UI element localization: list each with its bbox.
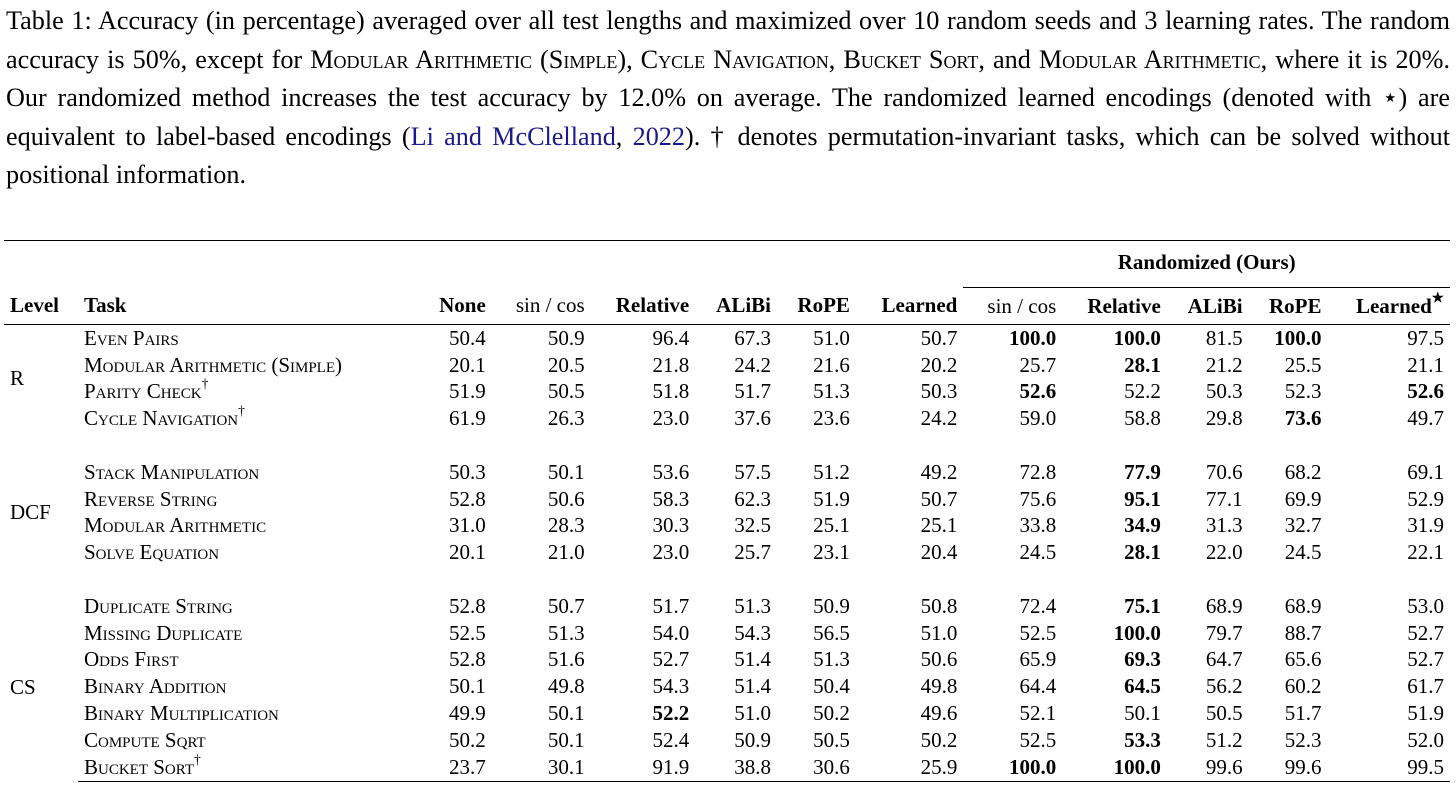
accuracy-cell: 50.1 (547, 459, 585, 484)
task-name-text: Modular Arithmetic (Simple) (84, 352, 342, 377)
accuracy-cell: 100.0 (1009, 325, 1057, 350)
accuracy-cell: 70.6 (1205, 459, 1243, 484)
task-name-ref: Modular Arithmetic (Simple) (310, 44, 627, 74)
accuracy-cell: 75.1 (1124, 593, 1161, 618)
dagger-mark: † (201, 376, 209, 392)
accuracy-cell: 61.9 (449, 406, 486, 431)
accuracy-cell: 65.6 (1284, 647, 1322, 672)
accuracy-cell: 53.6 (652, 459, 690, 484)
accuracy-cell: 50.3 (1205, 379, 1243, 404)
accuracy-cell: 60.2 (1284, 674, 1322, 699)
accuracy-cell: 52.4 (652, 727, 690, 752)
accuracy-cell: 25.5 (1284, 352, 1322, 377)
caption-text: ) are equivalent to label-based encodings ( (6, 83, 1450, 151)
caption-text: ). † denotes permutation-invariant tasks, which can be solved without positional information. (6, 121, 1450, 189)
task-name (78, 352, 420, 379)
task-name-text: Solve Equation (84, 540, 220, 565)
task-name-text: Modular Arithmetic (84, 513, 267, 538)
accuracy-cell: 52.8 (449, 647, 486, 672)
accuracy-cell: 56.2 (1205, 674, 1243, 699)
accuracy-cell: 51.3 (813, 379, 850, 404)
group-spacer-row (4, 432, 1450, 459)
level-label: DCF (10, 500, 51, 525)
accuracy-cell: 52.7 (1407, 620, 1444, 645)
column-header-row (4, 288, 1450, 325)
accuracy-cell: 23.1 (813, 540, 850, 565)
accuracy-cell: 22.0 (1205, 540, 1243, 565)
accuracy-cell: 52.7 (652, 647, 690, 672)
accuracy-cell: 30.3 (652, 513, 690, 538)
task-name (78, 727, 420, 754)
task-name (78, 325, 420, 352)
table-row (4, 379, 1450, 406)
accuracy-cell: 64.7 (1205, 647, 1243, 672)
accuracy-cell: 51.7 (1284, 701, 1322, 726)
accuracy-cell: 50.8 (920, 593, 958, 618)
accuracy-cell: 31.0 (449, 513, 486, 538)
accuracy-cell: 51.3 (813, 647, 850, 672)
accuracy-cell: 73.6 (1284, 406, 1322, 431)
accuracy-cell: 31.9 (1407, 513, 1444, 538)
accuracy-cell: 23.0 (652, 406, 690, 431)
accuracy-cell: 50.9 (547, 325, 585, 350)
accuracy-cell: 21.0 (547, 540, 585, 565)
table-row (4, 352, 1450, 379)
accuracy-cell: 100.0 (1062, 754, 1167, 781)
accuracy-cell: 37.6 (734, 406, 772, 431)
accuracy-cell: 25.7 (1019, 352, 1057, 377)
accuracy-cell: 52.2 (652, 701, 690, 726)
col-header-rand-sincos: sin / cos (963, 288, 1062, 325)
accuracy-cell: 26.3 (547, 406, 585, 431)
accuracy-cell: 54.3 (652, 674, 690, 699)
level-group (4, 432, 1450, 566)
task-name-text: Compute Sqrt (84, 727, 206, 752)
table-row (4, 405, 1450, 432)
accuracy-cell: 23.7 (420, 754, 492, 781)
task-name-ref: Bucket Sort (843, 44, 979, 74)
table-row (4, 673, 1450, 700)
accuracy-cell: 59.0 (1019, 406, 1057, 431)
accuracy-cell: 51.7 (734, 379, 772, 404)
accuracy-cell: 50.5 (1205, 701, 1243, 726)
col-header-rand-learned (1328, 288, 1450, 325)
accuracy-cell: 52.5 (1019, 620, 1057, 645)
accuracy-cell: 51.2 (1205, 727, 1243, 752)
accuracy-cell: 51.9 (1407, 701, 1444, 726)
level-group (4, 325, 1450, 433)
accuracy-cell: 52.0 (1407, 727, 1444, 752)
accuracy-cell: 58.3 (652, 486, 690, 511)
table-row (4, 754, 1450, 781)
accuracy-cell: 21.8 (652, 352, 690, 377)
table-row (4, 620, 1450, 647)
col-header-rand-relative: Relative (1062, 288, 1167, 325)
task-name (78, 459, 420, 486)
accuracy-cell: 52.3 (1284, 727, 1322, 752)
task-name (78, 700, 420, 727)
accuracy-cell: 50.9 (734, 727, 772, 752)
table-row (4, 700, 1450, 727)
accuracy-cell: 100.0 (1113, 325, 1161, 350)
accuracy-cell: 54.3 (734, 620, 772, 645)
accuracy-cell: 32.7 (1284, 513, 1322, 538)
level-label: CS (10, 674, 36, 699)
task-name (78, 513, 420, 540)
accuracy-cell: 30.1 (492, 754, 591, 781)
accuracy-cell: 77.1 (1205, 486, 1243, 511)
task-name-text: Even Pairs (84, 325, 179, 350)
accuracy-cell: 28.1 (1124, 540, 1161, 565)
dagger-mark: † (194, 751, 201, 767)
task-name (78, 486, 420, 513)
accuracy-cell: 50.1 (1124, 701, 1161, 726)
accuracy-cell: 72.8 (1019, 459, 1057, 484)
accuracy-cell: 23.6 (813, 406, 850, 431)
accuracy-cell: 68.9 (1205, 593, 1243, 618)
accuracy-cell: 20.1 (449, 540, 486, 565)
accuracy-cell: 58.8 (1124, 406, 1161, 431)
col-header-rope: RoPE (777, 288, 856, 325)
accuracy-cell: 23.0 (652, 540, 690, 565)
accuracy-cell: 51.0 (734, 701, 772, 726)
group-spacer (4, 566, 1450, 593)
task-name-text: Reverse String (84, 486, 218, 511)
accuracy-cell: 65.9 (1019, 647, 1057, 672)
accuracy-cell: 62.3 (734, 486, 772, 511)
accuracy-cell: 69.1 (1407, 459, 1444, 484)
accuracy-cell: 97.5 (1407, 325, 1444, 350)
accuracy-cell: 49.7 (1407, 406, 1444, 431)
task-name-text: Binary Addition (84, 674, 227, 699)
caption-label: Table 1: (6, 6, 92, 35)
randomized-group-header: Randomized (Ours) (963, 241, 1450, 288)
table-row (4, 593, 1450, 620)
results-table (4, 240, 1450, 782)
accuracy-cell: 51.0 (920, 620, 958, 645)
level-group (4, 566, 1450, 781)
accuracy-cell: 91.9 (591, 754, 696, 781)
accuracy-cell: 50.5 (547, 379, 585, 404)
accuracy-cell: 52.5 (449, 620, 486, 645)
accuracy-cell: 51.9 (449, 379, 486, 404)
accuracy-cell: 34.9 (1124, 513, 1161, 538)
caption-text: Accuracy (in percentage) averaged over all test lengths and maximized over 10 random seeds and 3 learning rates. The random accuracy is 50%, except for (6, 6, 1450, 74)
accuracy-cell: 52.6 (1019, 379, 1057, 404)
task-name (78, 647, 420, 674)
col-header-level: Level (4, 288, 78, 325)
task-name-text: Duplicate String (84, 593, 233, 618)
accuracy-cell: 50.7 (920, 486, 958, 511)
accuracy-cell: 30.6 (777, 754, 856, 781)
accuracy-cell: 72.4 (1019, 593, 1057, 618)
accuracy-cell: 22.1 (1407, 540, 1444, 565)
col-header-rand-alibi: ALiBi (1167, 288, 1249, 325)
accuracy-cell: 20.2 (920, 352, 958, 377)
accuracy-cell: 52.8 (449, 593, 486, 618)
accuracy-cell: 99.6 (1249, 754, 1328, 781)
table-row (4, 513, 1450, 540)
task-name-text: Parity Check (84, 379, 202, 404)
accuracy-cell: 33.8 (1019, 513, 1057, 538)
accuracy-cell: 51.6 (547, 647, 585, 672)
dagger-mark: † (238, 403, 245, 419)
citation-link[interactable]: Li and McClelland (410, 121, 616, 151)
accuracy-cell: 100.0 (963, 754, 1062, 781)
task-name (78, 539, 420, 566)
accuracy-cell: 50.1 (547, 727, 585, 752)
accuracy-cell: 50.6 (920, 647, 958, 672)
accuracy-cell: 51.4 (734, 647, 772, 672)
accuracy-cell: 52.2 (1124, 379, 1161, 404)
accuracy-cell: 25.1 (813, 513, 850, 538)
task-name (78, 376, 420, 406)
accuracy-cell: 96.4 (652, 325, 690, 350)
accuracy-cell: 51.9 (813, 486, 850, 511)
accuracy-cell: 20.4 (920, 540, 958, 565)
task-name (78, 673, 420, 700)
task-name (78, 620, 420, 647)
accuracy-cell: 50.7 (920, 325, 958, 350)
accuracy-cell: 77.9 (1124, 459, 1161, 484)
accuracy-cell: 49.8 (547, 674, 585, 699)
task-name-text: Cycle Navigation (84, 406, 239, 431)
group-header-row (4, 241, 1450, 288)
task-name-text: Missing Duplicate (84, 620, 243, 645)
accuracy-cell: 50.2 (449, 727, 486, 752)
accuracy-cell: 28.1 (1124, 352, 1161, 377)
accuracy-cell: 52.5 (1019, 727, 1057, 752)
table-row (4, 727, 1450, 754)
accuracy-cell: 50.3 (449, 459, 486, 484)
accuracy-cell: 69.9 (1284, 486, 1322, 511)
accuracy-cell: 99.5 (1328, 754, 1450, 781)
accuracy-cell: 57.5 (734, 459, 772, 484)
accuracy-cell: 49.9 (449, 701, 486, 726)
accuracy-cell: 32.5 (734, 513, 772, 538)
accuracy-cell: 88.7 (1284, 620, 1322, 645)
accuracy-cell: 20.5 (547, 352, 585, 377)
accuracy-cell: 52.6 (1407, 379, 1444, 404)
accuracy-cell: 51.4 (734, 674, 772, 699)
citation-year-link[interactable]: 2022 (632, 121, 685, 151)
accuracy-cell: 31.3 (1205, 513, 1243, 538)
group-spacer (4, 432, 1450, 459)
accuracy-cell: 52.8 (449, 486, 486, 511)
accuracy-cell: 53.3 (1124, 727, 1161, 752)
col-header-learned: Learned (856, 288, 963, 325)
task-name-text: Stack Manipulation (84, 459, 260, 484)
task-name-ref: Cycle Navigation (640, 44, 829, 74)
accuracy-cell: 50.4 (813, 674, 850, 699)
accuracy-cell: 38.8 (695, 754, 777, 781)
level-label: R (10, 366, 25, 391)
accuracy-cell: 50.3 (920, 379, 958, 404)
accuracy-cell: 24.5 (1019, 540, 1057, 565)
accuracy-cell: 61.7 (1407, 674, 1444, 699)
accuracy-cell: 68.2 (1284, 459, 1322, 484)
accuracy-cell: 68.9 (1284, 593, 1322, 618)
task-name-text: Binary Multiplication (84, 701, 279, 726)
table-row (4, 486, 1450, 513)
caption-text: , (626, 44, 641, 74)
accuracy-cell: 51.2 (813, 459, 850, 484)
accuracy-cell: 52.3 (1284, 379, 1322, 404)
table-row (4, 539, 1450, 566)
accuracy-cell: 50.2 (813, 701, 850, 726)
accuracy-cell: 49.8 (920, 674, 958, 699)
caption-text: , and (978, 44, 1039, 74)
accuracy-cell: 25.9 (856, 754, 963, 781)
accuracy-cell: 24.2 (734, 352, 772, 377)
table-caption (6, 2, 1450, 195)
task-name (78, 751, 420, 781)
accuracy-cell: 50.1 (449, 674, 486, 699)
col-header-relative: Relative (591, 288, 696, 325)
task-name-ref: Modular Arithmetic (1038, 44, 1261, 74)
accuracy-cell: 75.6 (1019, 486, 1057, 511)
accuracy-cell: 99.6 (1167, 754, 1249, 781)
col-header-rand-rope: RoPE (1249, 288, 1328, 325)
accuracy-cell: 52.1 (1019, 701, 1057, 726)
task-name (78, 405, 420, 432)
accuracy-cell: 51.0 (813, 325, 850, 350)
accuracy-cell: 20.1 (449, 352, 486, 377)
accuracy-cell: 67.3 (734, 325, 772, 350)
accuracy-cell: 51.7 (652, 593, 690, 618)
accuracy-cell: 50.6 (547, 486, 585, 511)
accuracy-cell: 51.3 (547, 620, 585, 645)
accuracy-cell: 24.5 (1284, 540, 1322, 565)
accuracy-cell: 100.0 (1113, 620, 1161, 645)
accuracy-cell: 50.7 (547, 593, 585, 618)
caption-text: , (615, 121, 633, 151)
accuracy-cell: 51.8 (652, 379, 690, 404)
col-header-rand-learned-label: Learned (1355, 293, 1432, 318)
accuracy-cell: 21.2 (1205, 352, 1243, 377)
col-header-sincos: sin / cos (492, 288, 591, 325)
col-header-alibi: ALiBi (695, 288, 777, 325)
accuracy-cell: 95.1 (1124, 486, 1161, 511)
col-header-none: None (420, 288, 492, 325)
accuracy-cell: 49.2 (920, 459, 958, 484)
star-symbol: ⋆ (1382, 83, 1399, 112)
table-row (4, 647, 1450, 674)
accuracy-cell: 24.2 (920, 406, 958, 431)
accuracy-cell: 52.9 (1407, 486, 1444, 511)
star-mark: ★ (1431, 290, 1444, 306)
accuracy-cell: 81.5 (1205, 325, 1243, 350)
accuracy-cell: 64.5 (1124, 674, 1161, 699)
accuracy-cell: 50.5 (813, 727, 850, 752)
caption-text: , where it is 20%. Our randomized method increases the test accuracy by 12.0% on average. The randomized learned encodings (denoted with (6, 44, 1450, 112)
accuracy-cell: 69.3 (1124, 647, 1161, 672)
accuracy-cell: 21.1 (1407, 352, 1444, 377)
accuracy-cell: 56.5 (813, 620, 850, 645)
accuracy-cell: 53.0 (1407, 593, 1444, 618)
caption-text: , (828, 44, 844, 74)
accuracy-cell: 64.4 (1019, 674, 1057, 699)
accuracy-cell: 50.2 (920, 727, 958, 752)
task-name-text: Odds First (84, 647, 179, 672)
accuracy-cell: 51.3 (734, 593, 772, 618)
accuracy-cell: 52.7 (1407, 647, 1444, 672)
accuracy-cell: 50.1 (547, 701, 585, 726)
group-spacer-row (4, 566, 1450, 593)
accuracy-cell: 21.6 (813, 352, 850, 377)
task-name-text: Bucket Sort (84, 754, 195, 779)
accuracy-cell: 25.1 (920, 513, 958, 538)
task-name (78, 593, 420, 620)
accuracy-cell: 25.7 (734, 540, 772, 565)
accuracy-cell: 28.3 (547, 513, 585, 538)
accuracy-cell: 50.9 (813, 593, 850, 618)
col-header-task: Task (78, 288, 420, 325)
accuracy-cell: 49.6 (920, 701, 958, 726)
group-header-spacer (4, 241, 963, 288)
accuracy-cell: 79.7 (1205, 620, 1243, 645)
accuracy-cell: 54.0 (652, 620, 690, 645)
table-row (4, 459, 1450, 486)
table-row (4, 325, 1450, 352)
accuracy-cell: 29.8 (1205, 406, 1243, 431)
accuracy-cell: 100.0 (1274, 325, 1322, 350)
accuracy-cell: 50.4 (449, 325, 486, 350)
